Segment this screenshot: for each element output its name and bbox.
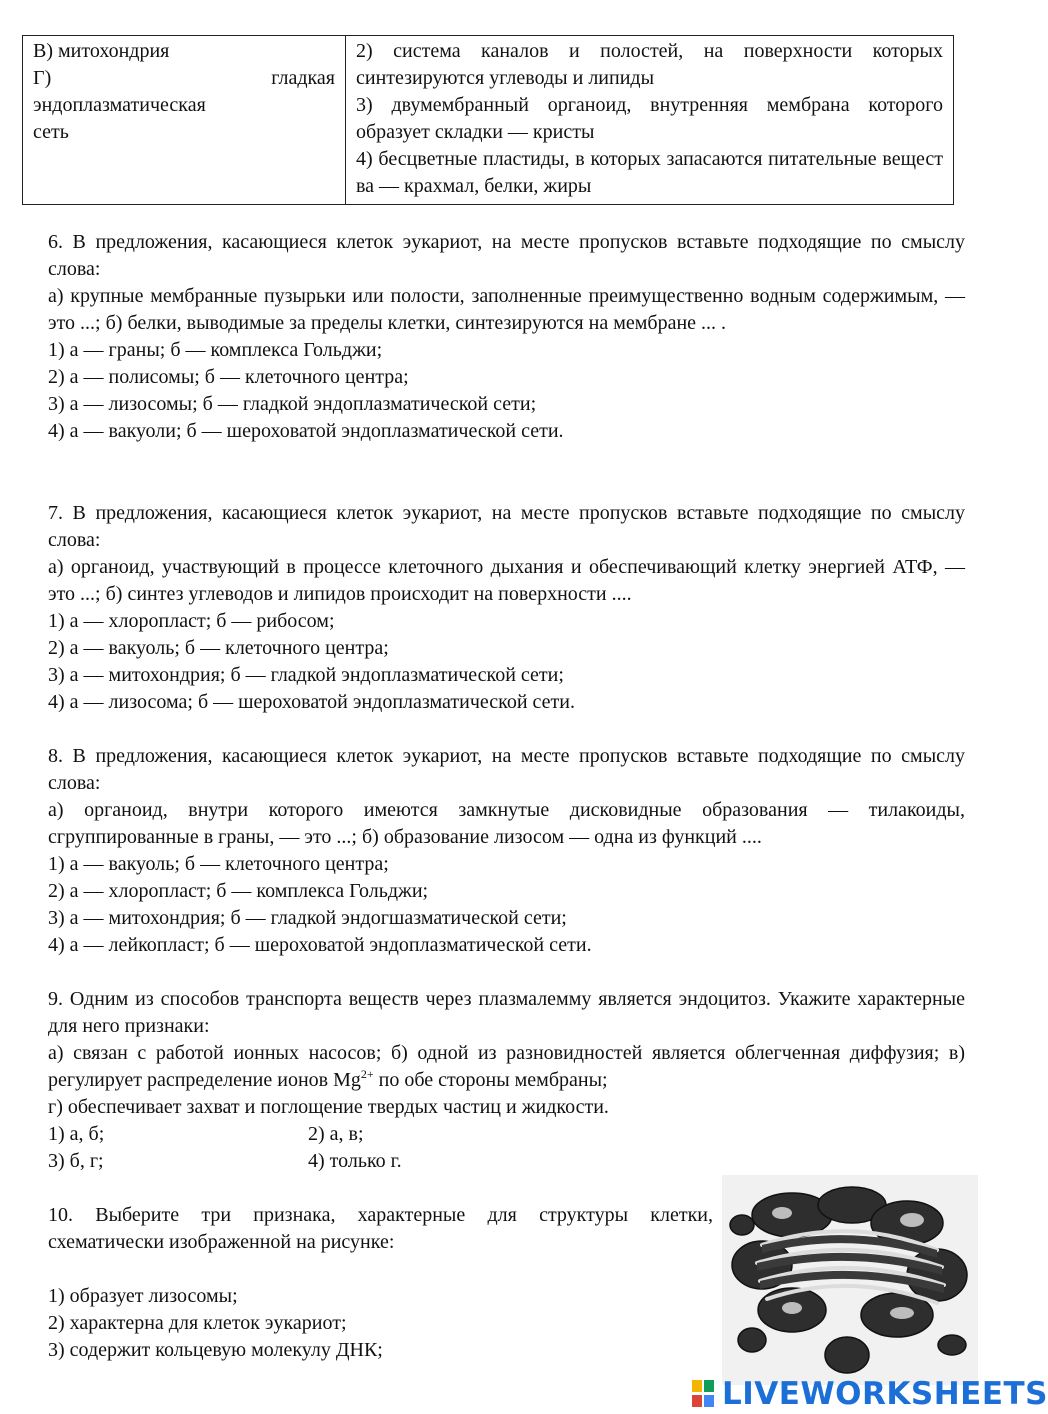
q7-title: 7. В предложения, касающиеся клеток эукариот, на месте пропусков вставьте подходящие по смыслу слова: [48, 502, 965, 551]
q9-option-1: 1) а, б; [48, 1123, 105, 1145]
q9-text [48, 1040, 965, 1094]
q10-option-3: 3) содержит кольцевую молекулу ДНК; [48, 1339, 383, 1361]
q6-title: 6. В предложения, касающиеся клеток эукариот, на месте пропусков вставьте подходящие по смыслу слова: [48, 231, 965, 280]
q9-superscript: 2+ [360, 1067, 374, 1081]
q8-option-1: 1) а — вакуоль; б — клеточного центра; [48, 853, 389, 875]
question-10 [48, 1202, 713, 1364]
q7-option-4: 4) а — лизосома; б — шероховатой эндоплазматической сети. [48, 691, 575, 713]
q6-option-1: 1) а — граны; б — комплекса Гольджи; [48, 339, 383, 361]
q9-option-2: 2) а, в; [308, 1123, 364, 1145]
q7-text: а) органоид, участвующий в процессе клеточного дыхания и обеспечивающий клетку энергией АТФ, — это ...; б) синтез углеводов и липидов происходит на поверхности .... [48, 556, 965, 605]
left-line-3: эндоплазматическая [33, 94, 206, 116]
q8-title: 8. В предложения, касающиеся клеток эукариот, на месте пропусков вставьте подходящие по смыслу слова: [48, 745, 965, 794]
q10-option-2: 2) характерна для клеток эукариот; [48, 1312, 347, 1334]
left-line-2a: Г) [33, 67, 52, 89]
q8-option-3: 3) а — митохондрия; б — гладкой эндогшазматической сети; [48, 907, 567, 929]
question-8 [48, 743, 965, 959]
q9-text-b: по обе стороны мембраны; [373, 1069, 608, 1091]
left-line-2b: гладкая [271, 67, 335, 89]
liveworksheets-logo [690, 1374, 1048, 1414]
q9-options [48, 1121, 965, 1175]
q7-option-3: 3) а — митохондрия; б — гладкой эндоплазматической сети; [48, 664, 564, 686]
q9-text-a: а) связан с работой ионных насосов; б) одной из разновидностей является облегченная диффузия; в) регулирует распределение ионов Mg [48, 1042, 965, 1091]
golgi-apparatus-illustration-icon [722, 1175, 978, 1385]
q9-option-3: 3) б, г; [48, 1150, 104, 1172]
q8-options [48, 851, 965, 959]
q7-option-2: 2) а — вакуоль; б — клеточного центра; [48, 637, 389, 659]
q8-text: а) органоид, внутри которого имеются замкнутые дисковидные образования — тилакоиды, сгруппированные в граны, — это ...; б) образование лизосом — одна из функций .... [48, 799, 965, 848]
table-right-cell [346, 36, 954, 205]
q10-title: 10. Выберите три признака, характерные для структуры клетки, схематически изображенной на рисунке: [48, 1204, 713, 1253]
q6-option-2: 2) а — полисомы; б — клеточного центра; [48, 366, 409, 388]
question-7 [48, 500, 965, 716]
q6-options [48, 337, 965, 445]
liveworksheets-logo-icon [690, 1378, 718, 1410]
right-item-2: 2) система каналов и полостей, на поверхности которых синтезируются углеводы и липиды [356, 40, 943, 89]
q9-title: 9. Одним из способов транспорта веществ через плазмалемму является эндоцитоз. Укажите характерные для него признаки: [48, 988, 965, 1037]
q10-option-1: 1) образует лизосомы; [48, 1285, 238, 1307]
q7-option-1: 1) а — хлоропласт; б — рибосом; [48, 610, 335, 632]
table-left-cell [23, 36, 346, 205]
left-line-1: В) митохондрия [33, 40, 170, 62]
q7-options [48, 608, 965, 716]
question-6 [48, 229, 965, 445]
q8-option-2: 2) а — хлоропласт; б — комплекса Гольджи; [48, 880, 429, 902]
q6-option-4: 4) а — вакуоли; б — шероховатой эндоплазматической сети. [48, 420, 564, 442]
q9-text-line2: г) обеспечивает захват и поглощение твердых частиц и жидкости. [48, 1096, 609, 1118]
q9-option-4: 4) только г. [308, 1150, 402, 1172]
q6-text: а) крупные мембранные пузырьки или полости, заполненные преимущественно водным содержимым, — это ...; б) белки, выводимые за пределы клетки, синтезируются на мембране ... . [48, 285, 965, 334]
right-item-4: 4) бесцветные пластиды, в которых запасаются питательные вещест ва — крахмал, белки, жиры [356, 148, 943, 197]
q6-option-3: 3) а — лизосомы; б — гладкой эндоплазматической сети; [48, 393, 537, 415]
brand-text: LIVEWORKSHEETS [722, 1376, 1048, 1412]
q10-options [48, 1283, 713, 1364]
q8-option-4: 4) а — лейкопласт; б — шероховатой эндоплазматической сети. [48, 934, 592, 956]
matching-table [22, 35, 954, 205]
left-line-4: сеть [33, 121, 69, 143]
question-9 [48, 986, 965, 1175]
right-item-3: 3) двумембранный органоид, внутренняя мембрана которого образует складки — кристы [356, 94, 943, 143]
